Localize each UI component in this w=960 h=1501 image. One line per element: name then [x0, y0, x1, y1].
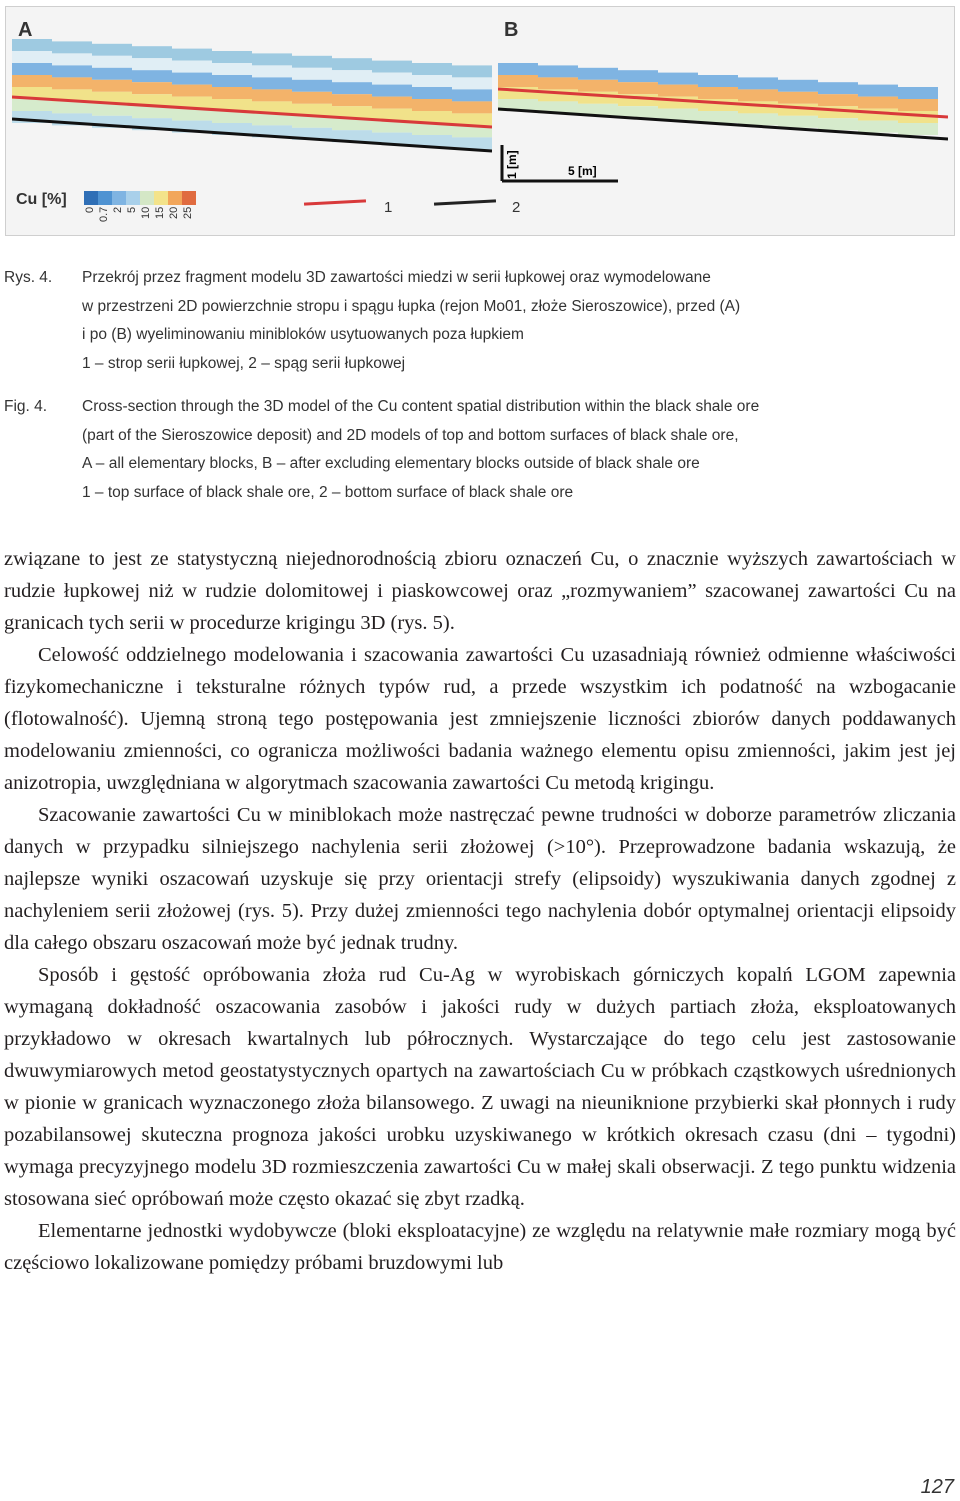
- model-block: [52, 77, 92, 89]
- legend-tick-label: 10: [140, 207, 152, 220]
- paragraph: związane to jest ze statystyczną niejednorodnością zbioru oznaczeń Cu, o znacznie wyższych zawartościach w rudzie łupkowej niż w rudzie dolomitowej i piaskowcowej oraz „rozmywaniem” szacowanej zawartości Cu na granicach tych serii w procedurze krigingu 3D (rys. 5).: [4, 548, 956, 634]
- legend-tick-label: 0: [84, 207, 96, 214]
- paragraph: Sposób i gęstość opróbowania złoża rud Cu-Ag w wyrobiskach górniczych kopalń LGOM zapewnia wymaganą dokładność oszacowania zasobów i jakości rudy w dużych partiach złoża, eksploatowanych przykładowo w okresach kwartalnych lub półrocznych. Wystarczające do tego celu jest zastosowanie dwuwymiarowych metod geostatystycznych opartych na zawartościach Cu w próbkach cząstkowych uśrednionych w pionie w granicach wyznaczonego złoża bilansowego. Z uwagi na nieuniknione przybierki skał płonnych i rudy pozabilansowej skuteczna prognoza jakości urobku uzyskiwanego w krótkich okresach czasu (dni – tygodni) wymaga precyzyjnego modelu 3D rozmieszczenia zawartości Cu w małej skali obserwacji. Z tego punktu widzenia stosowana sieć opróbowań może często okazać się zbyt rzadką.: [4, 964, 956, 1210]
- model-block: [12, 51, 52, 63]
- caption-line: A – all elementary blocks, B – after excluding elementary blocks outside of black shale ore: [82, 455, 700, 472]
- model-block: [292, 56, 332, 68]
- caption-english: [4, 393, 954, 507]
- model-block: [292, 68, 332, 80]
- legend-title: Cu [%]: [16, 191, 67, 208]
- model-block: [412, 75, 452, 87]
- model-block: [738, 77, 778, 89]
- model-block: [578, 80, 618, 92]
- paragraph: Elementarne jednostki wydobywcze (bloki eksploatacyjne) ze względu na relatywnie małe rozmiary mogą być częściowo lokalizowane pomiędzy próbami bruzdowymi lub: [4, 1220, 956, 1274]
- model-block: [332, 82, 372, 94]
- model-block: [698, 111, 738, 123]
- model-block: [738, 113, 778, 125]
- caption-line: (part of the Sieroszowice deposit) and 2D models of top and bottom surfaces of black shale ore,: [82, 426, 739, 444]
- panel-b-label: B: [504, 19, 519, 41]
- model-block: [172, 49, 212, 61]
- model-block: [498, 75, 538, 87]
- legend-color-swatch: [126, 191, 140, 205]
- panel-a: [12, 15, 492, 183]
- model-block: [212, 87, 252, 99]
- figure-cross-section: [5, 6, 955, 236]
- model-block: [498, 63, 538, 75]
- model-block: [698, 75, 738, 87]
- legend-line-2-label: 2: [512, 199, 521, 216]
- model-block: [332, 58, 372, 70]
- model-block: [452, 89, 492, 101]
- model-block: [778, 92, 818, 104]
- model-block: [52, 65, 92, 77]
- model-block: [172, 73, 212, 85]
- legend-tick-label: 0.7: [98, 207, 110, 223]
- legend-line-2: [434, 199, 496, 205]
- legend-color-ramp: [84, 191, 196, 205]
- legend-ticks: [84, 207, 196, 231]
- model-block: [92, 44, 132, 56]
- model-block: [92, 68, 132, 80]
- model-block: [618, 82, 658, 94]
- model-block: [898, 123, 938, 135]
- model-block: [818, 82, 858, 94]
- model-block: [818, 94, 858, 106]
- model-block: [738, 89, 778, 101]
- model-block: [452, 65, 492, 77]
- panel-b-blocks: [498, 15, 948, 183]
- legend-color-swatch: [140, 191, 154, 205]
- legend-tick-label: 15: [154, 207, 166, 220]
- model-block: [618, 70, 658, 82]
- panel-a-blocks: [12, 15, 492, 183]
- model-block: [858, 85, 898, 97]
- model-block: [412, 99, 452, 111]
- model-block: [658, 73, 698, 85]
- legend-tick-label: 2: [112, 207, 124, 214]
- model-block: [212, 51, 252, 63]
- model-block: [52, 101, 92, 113]
- legend-color-swatch: [182, 191, 196, 205]
- model-block: [778, 80, 818, 92]
- model-block: [898, 87, 938, 99]
- model-block: [858, 121, 898, 133]
- model-block: [12, 75, 52, 87]
- model-block: [412, 63, 452, 75]
- model-block: [132, 70, 172, 82]
- model-block: [252, 89, 292, 101]
- model-block: [292, 80, 332, 92]
- model-block: [132, 58, 172, 70]
- paragraph: Szacowanie zawartości Cu w miniblokach może nastręczać pewne trudności w doborze parametrów zliczania danych w przypadku silniejszego nachylenia serii złożowej (>10°). Przeprowadzone badania wskazują, że najlepsze wyniki oszacowań uzyskuje się przy orientacji strefy (elipsoidy) wyszukiwania danych zgodnej z nachyleniem serii złożowej (rys. 5). Przy dużej zmienności tego nachylenia dobór optymalnej orientacji elipsoidy dla całego obszaru oszacowań może być jednak trudny.: [4, 804, 956, 954]
- legend-color-swatch: [154, 191, 168, 205]
- scale-horizontal-label: 5 [m]: [568, 164, 597, 178]
- model-block: [212, 63, 252, 75]
- legend-color-swatch: [84, 191, 98, 205]
- model-block: [52, 53, 92, 65]
- panel-b: [498, 15, 948, 183]
- caption-polish: [4, 264, 954, 378]
- model-block: [172, 61, 212, 73]
- caption-line: 1 – top surface of black shale ore, 2 – bottom surface of black shale ore: [82, 483, 574, 501]
- legend-color-swatch: [98, 191, 112, 205]
- model-block: [898, 99, 938, 111]
- model-block: [578, 68, 618, 80]
- model-block: [252, 53, 292, 65]
- model-block: [698, 87, 738, 99]
- legend-color-swatch: [112, 191, 126, 205]
- model-block: [372, 61, 412, 73]
- model-block: [538, 65, 578, 77]
- model-block: [778, 116, 818, 128]
- model-block: [452, 101, 492, 113]
- model-block: [858, 97, 898, 109]
- panel-a-label: A: [18, 19, 33, 41]
- model-block: [412, 87, 452, 99]
- model-block: [92, 56, 132, 68]
- model-block: [658, 85, 698, 97]
- model-block: [252, 77, 292, 89]
- figure-legend: [14, 187, 654, 233]
- model-block: [332, 94, 372, 106]
- model-block: [92, 80, 132, 92]
- model-block: [538, 77, 578, 89]
- model-block: [12, 99, 52, 111]
- model-block: [132, 46, 172, 58]
- model-block: [212, 75, 252, 87]
- caption-polish-label: Rys. 4.: [4, 269, 53, 286]
- model-block: [292, 92, 332, 104]
- body-text: [4, 543, 956, 1279]
- caption-english-label: Fig. 4.: [4, 398, 48, 415]
- legend-tick-label: 20: [168, 207, 180, 220]
- caption-line: w przestrzeni 2D powierzchnie stropu i spągu łupka (rejon Mo01, złoże Sieroszowice), przed (A): [82, 297, 741, 315]
- page-number: 127: [920, 1476, 954, 1498]
- model-block: [172, 85, 212, 97]
- model-block: [12, 63, 52, 75]
- legend-color-swatch: [168, 191, 182, 205]
- legend-line-1: [304, 199, 366, 205]
- model-block: [372, 97, 412, 109]
- legend-line-1-label: 1: [384, 199, 393, 216]
- model-block: [372, 73, 412, 85]
- model-block: [132, 82, 172, 94]
- paragraph: Celowość oddzielnego modelowania i szacowania zawartości Cu uzasadniają również odmienne właściwości fizykomechaniczne i teksturalne różnych typów rud, a przede wszystkim ich podatność na wzbogacanie (flotowalność). Ujemną stroną tego postępowania jest zmniejszenie liczności zbiorów danych poddawanych modelowaniu zmienności, co ogranicza możliwości badania ważnego elementu opisu zmienności, jakim jest jej anizotropia, uwzględniana w algorytmach szacowania zawartości Cu metodą krigingu.: [4, 644, 956, 794]
- model-block: [252, 65, 292, 77]
- model-block: [452, 77, 492, 89]
- caption-line: Cross-section through the 3D model of the Cu content spatial distribution within the black shale ore: [82, 398, 760, 415]
- model-block: [372, 85, 412, 97]
- legend-tick-label: 25: [182, 207, 194, 220]
- model-block: [52, 41, 92, 53]
- caption-line: i po (B) wyeliminowaniu minibloków usytuowanych poza łupkiem: [82, 326, 524, 343]
- legend-tick-label: 5: [126, 207, 138, 214]
- model-block: [332, 70, 372, 82]
- caption-line: Przekrój przez fragment modelu 3D zawartości miedzi w serii łupkowej oraz wymodelowane: [82, 269, 711, 286]
- scale-vertical-label: 1 [m]: [505, 150, 519, 179]
- caption-line: 1 – strop serii łupkowej, 2 – spąg serii łupkowej: [82, 354, 406, 372]
- model-block: [818, 118, 858, 130]
